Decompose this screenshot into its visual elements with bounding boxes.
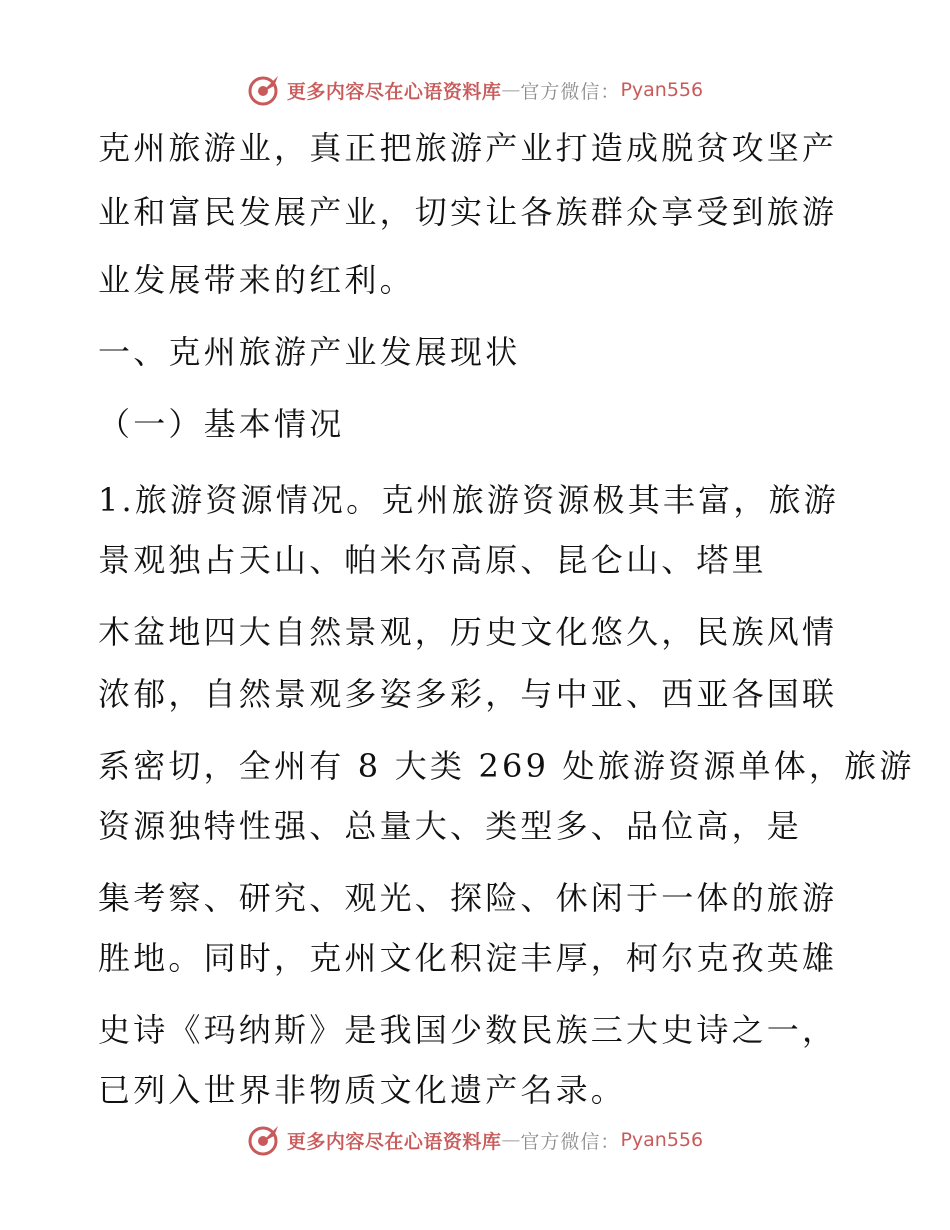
watermark-label: 官方微信： [520,80,621,103]
body-line: 已列入世界非物质文化遗产名录。 [98,1071,627,1109]
watermark-main-text: 更多内容尽在心语资料库 [286,1130,502,1153]
body-line: 1.旅游资源情况。克州旅游资源极其丰富，旅游 [98,481,839,519]
section-heading: 一、克州旅游产业发展现状 [98,333,521,371]
body-line: 史诗《玛纳斯》是我国少数民族三大史诗之一， [98,1011,838,1049]
body-line: 资源独特性强、总量大、类型多、品位高，是 [98,807,803,845]
subsection-heading: （一）基本情况 [98,405,345,443]
header-watermark [0,70,950,110]
watermark-handle: Pyan556 [620,1129,704,1151]
body-line: 木盆地四大自然景观，历史文化悠久，民族风情 [98,613,838,651]
quill-logo-icon [247,73,281,107]
watermark-handle: Pyan556 [620,79,704,101]
footer-watermark [0,1120,950,1160]
body-line: 景观独占天山、帕米尔高原、昆仑山、塔里 [98,541,767,579]
watermark-separator: — [501,1129,521,1151]
quill-logo-icon [247,1123,281,1157]
body-line: 系密切，全州有 8 大类 269 处旅游资源单体，旅游 [98,747,915,785]
body-line: 胜地。同时，克州文化积淀丰厚，柯尔克孜英雄 [98,939,838,977]
watermark-main-text: 更多内容尽在心语资料库 [286,80,502,103]
body-line: 业发展带来的红利。 [98,261,415,299]
body-line: 集考察、研究、观光、探险、休闲于一体的旅游 [98,879,838,917]
watermark-label: 官方微信： [520,1130,621,1153]
body-line: 业和富民发展产业，切实让各族群众享受到旅游 [98,193,838,231]
watermark-separator: — [501,79,521,101]
body-line: 浓郁，自然景观多姿多彩，与中亚、西亚各国联 [98,675,838,713]
body-line: 克州旅游业，真正把旅游产业打造成脱贫攻坚产 [98,129,838,167]
